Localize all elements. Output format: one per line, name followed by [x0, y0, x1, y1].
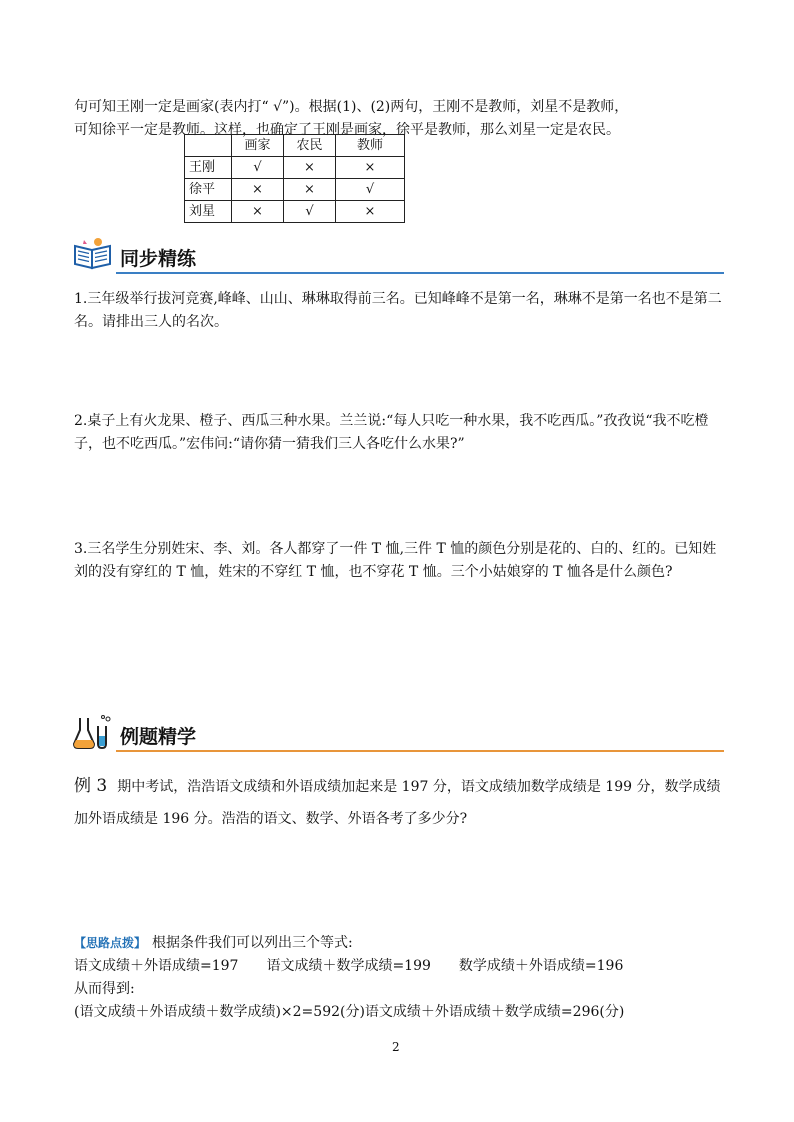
table-header-cell: 教师: [336, 135, 405, 157]
table-header-cell: [185, 135, 232, 157]
hint-equation-3: 数学成绩＋外语成绩=196: [458, 958, 624, 974]
hint-thus: 从而得到:: [74, 981, 135, 997]
table-cell: 王刚: [185, 157, 232, 179]
intro-line-1: 句可知王刚一定是画家(表内打“ √”)。根据(1)、(2)两句，王刚不是教师，刘星不是教师，: [74, 99, 629, 115]
example-section-header: [72, 714, 724, 754]
table-cell: √: [232, 157, 284, 179]
table-header-cell: 农民: [284, 135, 336, 157]
table-cell: 刘星: [185, 201, 232, 223]
table-cell: ×: [232, 179, 284, 201]
table-cell: ×: [284, 179, 336, 201]
table-cell: ×: [336, 201, 405, 223]
table-cell: ×: [284, 157, 336, 179]
table-header-cell: 画家: [232, 135, 284, 157]
table-header-row: [185, 135, 405, 157]
table-row: [185, 157, 405, 179]
page-number: 2: [392, 1040, 400, 1054]
example-3: [74, 770, 724, 835]
hint-equation-2: 语文成绩＋数学成绩=199: [266, 958, 431, 974]
table-cell: ×: [336, 157, 405, 179]
practice-section-header: [72, 236, 724, 276]
lab-flask-icon: [72, 714, 114, 750]
problem-3: 3.三名学生分别姓宋、李、刘。各人都穿了一件 T 恤,三件 T 恤的颜色分别是花的、白的、红的。已知姓刘的没有穿红的 T 恤，姓宋的不穿红 T 恤，也不穿花 T 恤。三个小姑娘穿的 T 恤各是什么颜色?: [74, 541, 717, 580]
example-section-title: 例题精学: [120, 726, 197, 748]
table-cell: ×: [232, 201, 284, 223]
practice-section-title: 同步精练: [120, 248, 197, 270]
table-cell: √: [284, 201, 336, 223]
hint-tag: 【思路点拨】: [74, 936, 147, 950]
table-row: [185, 201, 405, 223]
hint-block: [74, 932, 724, 1024]
table-row: [185, 179, 405, 201]
example-text: 期中考试，浩浩语文成绩和外语成绩加起来是 197 分，语文成绩加数学成绩是 199 分，数学成绩加外语成绩是 196 分。浩浩的语文、数学、外语各考了多少分?: [74, 779, 721, 827]
intro-line-2: 可知徐平一定是教师。这样，也确定了王刚是画家，徐平是教师，那么刘星一定是农民。: [74, 122, 620, 138]
open-book-icon: [72, 236, 114, 272]
hint-result: (语文成绩＋外语成绩＋数学成绩)×2=592(分)语文成绩＋外语成绩＋数学成绩=296(分): [74, 1004, 625, 1020]
example-section-divider: [116, 750, 724, 752]
hint-intro: 根据条件我们可以列出三个等式:: [152, 935, 353, 951]
problem-2: 2.桌子上有火龙果、橙子、西瓜三种水果。兰兰说:“每人只吃一种水果，我不吃西瓜。”孜孜说“我不吃橙子，也不吃西瓜。”宏伟问:“请你猜一猜我们三人各吃什么水果?”: [74, 413, 709, 452]
table-cell: √: [336, 179, 405, 201]
table-cell: 徐平: [185, 179, 232, 201]
problem-1: 1.三年级举行拔河竞赛,峰峰、山山、琳琳取得前三名。已知峰峰不是第一名，琳琳不是第一名也不是第二名。请排出三人的名次。: [74, 291, 722, 330]
example-label: 例 3: [74, 776, 108, 796]
hint-equation-1: 语文成绩＋外语成绩=197: [74, 958, 239, 974]
practice-section-divider: [116, 272, 724, 274]
answer-table: [184, 134, 405, 223]
